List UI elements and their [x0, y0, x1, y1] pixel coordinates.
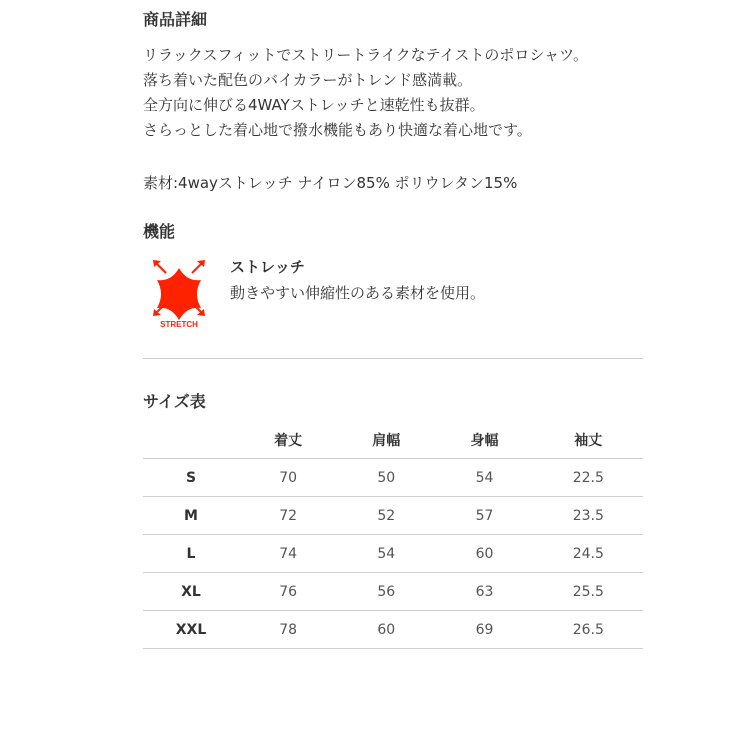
table-cell: 78 [239, 611, 337, 649]
stretch-icon [148, 252, 210, 330]
description-line: 全方向に伸びる4WAYストレッチと速乾性も抜群。 [143, 96, 485, 114]
material-text: 素材:4wayストレッチ ナイロン85% ポリウレタン15% [143, 174, 518, 192]
table-cell: 23.5 [534, 497, 643, 535]
stretch-icon-label: STRETCH [160, 320, 198, 329]
table-cell: 25.5 [534, 573, 643, 611]
size-label: M [143, 497, 239, 535]
table-cell: 26.5 [534, 611, 643, 649]
table-cell: 72 [239, 497, 337, 535]
table-row [143, 497, 643, 535]
table-cell: 57 [435, 497, 533, 535]
divider [143, 358, 643, 359]
description [143, 43, 663, 143]
description-line: さらっとした着心地で撥水機能もあり快適な着心地です。 [143, 121, 532, 139]
table-cell: 60 [337, 611, 435, 649]
description-line: 落ち着いた配色のバイカラーがトレンド感満載。 [143, 71, 473, 89]
header-cell: 着丈 [239, 421, 337, 459]
table-header-row [143, 421, 643, 459]
function-title: 機能 [143, 222, 176, 241]
table-row [143, 459, 643, 497]
header-cell: 身幅 [435, 421, 533, 459]
size-table-title: サイズ表 [143, 392, 206, 411]
header-cell: 肩幅 [337, 421, 435, 459]
header-cell: 袖丈 [534, 421, 643, 459]
table-cell: 54 [337, 535, 435, 573]
table-cell: 76 [239, 573, 337, 611]
table-cell: 22.5 [534, 459, 643, 497]
size-label: XL [143, 573, 239, 611]
table-row [143, 611, 643, 649]
table-row [143, 573, 643, 611]
table-cell: 52 [337, 497, 435, 535]
feature-description: 動きやすい伸縮性のある素材を使用。 [230, 284, 486, 302]
table-cell: 60 [435, 535, 533, 573]
table-cell: 70 [239, 459, 337, 497]
feature-name: ストレッチ [230, 258, 305, 276]
description-line: リラックスフィットでストリートライクなテイストのポロシャツ。 [143, 46, 589, 64]
table-cell: 54 [435, 459, 533, 497]
size-label: XXL [143, 611, 239, 649]
stretch-shape [157, 268, 201, 320]
size-label: S [143, 459, 239, 497]
feature-stretch [143, 252, 643, 332]
table-cell: 56 [337, 573, 435, 611]
size-table [143, 421, 643, 649]
table-cell: 24.5 [534, 535, 643, 573]
table-cell: 63 [435, 573, 533, 611]
table-cell: 69 [435, 611, 533, 649]
header-cell-empty [143, 421, 239, 459]
details-title: 商品詳細 [143, 10, 208, 29]
table-cell: 50 [337, 459, 435, 497]
size-label: L [143, 535, 239, 573]
table-cell: 74 [239, 535, 337, 573]
table-row [143, 535, 643, 573]
